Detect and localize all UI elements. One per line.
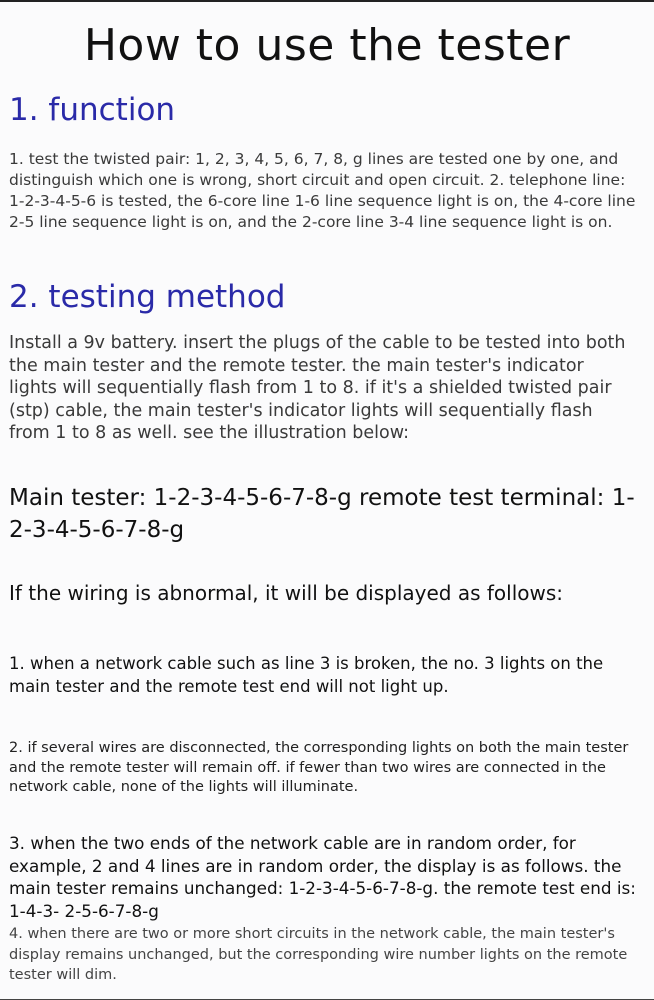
line-sequence-text: Main tester: 1-2-3-4-5-6-7-8-g remote test terminal: 1-2-3-4-5-6-7-8-g [9, 485, 635, 543]
section-heading-function: 1. function [9, 92, 176, 128]
section-heading-testing-method: 2. testing method [9, 279, 286, 315]
case-broken-line: 1. when a network cable such as line 3 is broken, the no. 3 lights on the main tester and the remote test end will not light up. [9, 654, 604, 696]
abnormal-wiring-intro: If the wiring is abnormal, it will be displayed as follows: [9, 581, 564, 605]
case-short-circuit: 4. when there are two or more short circuits in the network cable, the main tester's display remains unchanged, but the corresponding wire number lights on the remote tester will dim. [9, 926, 628, 983]
page-title: How to use the tester [83, 20, 571, 71]
testing-method-paragraph: Install a 9v battery. insert the plugs of the cable to be tested into both the main tester and the remote tester. the main tester's indicator lights will sequentially flash from 1 to 8. if it's a shielded twisted pair (stp) cable, the main tester's indicator lights will sequentially flash from 1 to 8 as well. see the illustration below: [9, 333, 626, 443]
case-random-order: 3. when the two ends of the network cable are in random order, for example, 2 and 4 lines are in random order, the display is as follows. the main tester remains unchanged: 1-2-3-4-5-6-7-8-g. the remote test end is: 1-4-3- 2-5-6-7-8-g [9, 833, 636, 921]
case-disconnected-wires: 2. if several wires are disconnected, the corresponding lights on both the main tester and the remote tester will remain off. if fewer than two wires are connected in the network cable, none of the lights will illuminate. [9, 740, 629, 795]
function-paragraph: 1. test the twisted pair: 1, 2, 3, 4, 5, 6, 7, 8, g lines are tested one by one, and distinguish which one is wrong, short circuit and open circuit. 2. telephone line: 1-2-3-4-5-6 is tested, the 6-core line 1-6 line sequence light is on, the 4-core line 2-5 line sequence light is on, and the 2-core line 3-4 line sequence light is on. [9, 150, 636, 231]
